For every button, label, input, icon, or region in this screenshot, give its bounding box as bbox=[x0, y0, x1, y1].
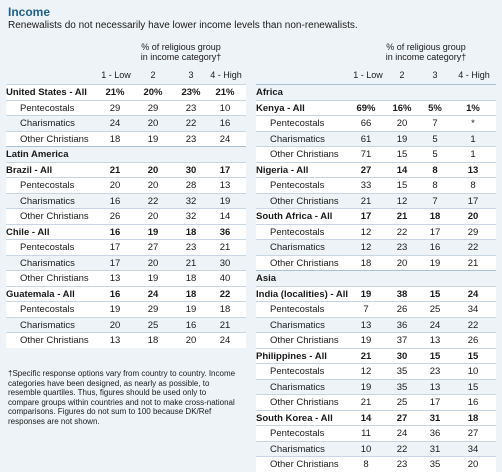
row-label: Other Christians bbox=[270, 335, 339, 346]
group-row bbox=[256, 115, 496, 131]
cell-value: 21 bbox=[360, 350, 372, 362]
cell-value: 17 bbox=[467, 195, 479, 207]
page-title: Income bbox=[8, 5, 51, 19]
cell-value: 13 bbox=[109, 273, 121, 284]
cell-value: 19 bbox=[360, 335, 372, 346]
cell-value: 8 bbox=[363, 459, 369, 470]
country-row bbox=[6, 84, 246, 100]
cell-value: 23 bbox=[429, 366, 441, 377]
group-row bbox=[256, 193, 496, 209]
row-label: Guatemala - All bbox=[6, 288, 75, 300]
cell-value: 18 bbox=[467, 412, 479, 424]
cell-value: 18 bbox=[429, 211, 441, 222]
cell-value: 12 bbox=[396, 195, 408, 207]
row-label: Kenya - All bbox=[256, 102, 305, 114]
cell-value: 20 bbox=[396, 257, 408, 269]
cell-value: 19 bbox=[219, 195, 231, 207]
cell-value: 13 bbox=[467, 164, 479, 176]
cell-value: 23 bbox=[185, 242, 197, 253]
cell-value: 16 bbox=[219, 118, 231, 129]
row-label: Pentecostals bbox=[270, 180, 325, 191]
group-row bbox=[256, 394, 496, 410]
cell-value: 13 bbox=[360, 319, 372, 331]
header-line-2: in income category† bbox=[140, 52, 222, 62]
cell-value: 13 bbox=[429, 381, 441, 393]
cell-value: 8 bbox=[470, 180, 476, 191]
row-label: Latin America bbox=[6, 149, 69, 160]
cell-value: 1 bbox=[470, 133, 476, 145]
cell-value: 19 bbox=[360, 288, 372, 300]
row-label: United States - All bbox=[6, 87, 87, 98]
cell-value: 21 bbox=[396, 211, 408, 222]
cell-value: 15 bbox=[467, 381, 479, 393]
group-row bbox=[256, 332, 496, 348]
footnote: †Specific response options vary from country to country. Income categories have been designed, as nearly as possible, to resemble quartiles. Thus, figures should be used only to compare groups within countries and not to make cross-national comparisons. Figures do not sum to 100 because DK/Ref responses are not shown. bbox=[8, 369, 236, 426]
row-label: Pentecostals bbox=[20, 304, 75, 315]
cell-value: 31 bbox=[429, 412, 441, 424]
row-label: Chile - All bbox=[6, 226, 50, 238]
cell-value: 27 bbox=[147, 242, 159, 253]
cell-value: 20 bbox=[109, 319, 121, 331]
cell-value: 12 bbox=[360, 242, 372, 253]
cell-value: 25 bbox=[147, 319, 159, 331]
cell-value: 13 bbox=[219, 180, 231, 191]
row-label: Other Christians bbox=[20, 335, 89, 346]
cell-value: 14 bbox=[396, 164, 408, 176]
cell-value: 12 bbox=[360, 226, 372, 238]
cell-value: 13 bbox=[109, 335, 121, 346]
group-row bbox=[6, 239, 246, 255]
cell-value: 15 bbox=[467, 350, 479, 362]
cell-value: 19 bbox=[147, 273, 159, 284]
header-cat-1: 1 - Low bbox=[353, 70, 383, 80]
group-row bbox=[256, 441, 496, 457]
left-table-body bbox=[6, 84, 246, 348]
group-row bbox=[6, 208, 246, 224]
group-row bbox=[256, 255, 496, 271]
right-table bbox=[256, 42, 496, 472]
group-row bbox=[6, 193, 246, 209]
cell-value: 40 bbox=[219, 273, 231, 284]
country-row bbox=[256, 100, 496, 116]
country-row bbox=[256, 286, 496, 302]
group-row bbox=[256, 425, 496, 441]
cell-value: 15 bbox=[429, 350, 441, 362]
header-cat-2: 2 bbox=[399, 70, 405, 80]
cell-value: 19 bbox=[429, 257, 441, 269]
right-table-body bbox=[256, 84, 496, 472]
cell-value: 18 bbox=[185, 288, 197, 300]
row-label: Pentecostals bbox=[270, 118, 325, 129]
cell-value: 23 bbox=[396, 459, 408, 470]
row-label: Pentecostals bbox=[20, 102, 75, 114]
row-label: Pentecostals bbox=[270, 366, 325, 377]
cell-value: 66 bbox=[360, 118, 372, 129]
header-line-1: % of religious group bbox=[141, 42, 221, 52]
cell-value: 20 bbox=[147, 180, 159, 191]
group-row bbox=[256, 146, 496, 162]
cell-value: 61 bbox=[360, 133, 372, 145]
cell-value: 24 bbox=[219, 133, 231, 145]
cell-value: 30 bbox=[185, 164, 197, 176]
cell-value: 18 bbox=[360, 257, 372, 269]
cell-value: 24 bbox=[219, 335, 231, 346]
cell-value: 22 bbox=[467, 319, 479, 331]
group-row bbox=[256, 379, 496, 395]
cell-value: 12 bbox=[360, 366, 372, 377]
group-row bbox=[256, 239, 496, 255]
group-row bbox=[256, 363, 496, 379]
group-row bbox=[256, 301, 496, 317]
cell-value: 17 bbox=[429, 226, 441, 238]
cell-value: 14 bbox=[219, 211, 231, 222]
cell-value: 17 bbox=[109, 242, 121, 253]
cell-value: 35 bbox=[396, 381, 408, 393]
cell-value: 19 bbox=[109, 304, 121, 315]
group-row bbox=[256, 456, 496, 472]
row-label: Pentecostals bbox=[270, 428, 325, 439]
row-label: Other Christians bbox=[20, 133, 89, 145]
cell-value: 21 bbox=[360, 397, 372, 408]
cell-value: 69% bbox=[356, 102, 376, 114]
cell-value: 24 bbox=[147, 288, 159, 300]
row-label: Other Christians bbox=[20, 273, 89, 284]
country-row bbox=[256, 348, 496, 364]
cell-value: 37 bbox=[396, 335, 408, 346]
cell-value: 16 bbox=[109, 288, 121, 300]
row-label: Charismatics bbox=[270, 242, 325, 253]
cell-value: 33 bbox=[360, 180, 372, 191]
cell-value: 29 bbox=[109, 102, 121, 114]
cell-value: 20 bbox=[185, 335, 197, 346]
country-row bbox=[6, 162, 246, 178]
row-label: Other Christians bbox=[270, 459, 339, 470]
cell-value: 22 bbox=[219, 288, 231, 300]
row-label: Pentecostals bbox=[270, 304, 325, 315]
cell-value: 19 bbox=[147, 226, 159, 238]
cell-value: 18 bbox=[185, 226, 197, 238]
header-line-1: % of religious group bbox=[386, 42, 466, 52]
cell-value: 21 bbox=[185, 257, 197, 269]
cell-value: 22 bbox=[467, 242, 479, 253]
cell-value: 19 bbox=[396, 133, 408, 145]
cell-value: 18 bbox=[147, 335, 159, 346]
header-line-2: in income category† bbox=[385, 52, 467, 62]
page-subtitle: Renewalists do not necessarily have lower income levels than non-renewalists. bbox=[8, 20, 358, 31]
row-label: South Africa - All bbox=[256, 211, 333, 222]
cell-value: 71 bbox=[360, 149, 372, 160]
cell-value: 18 bbox=[109, 133, 121, 145]
cell-value: 30 bbox=[396, 350, 408, 362]
header-cat-1: 1 - Low bbox=[101, 70, 131, 80]
cell-value: 17 bbox=[429, 397, 441, 408]
cell-value: 5 bbox=[432, 149, 438, 160]
cell-value: 24 bbox=[429, 319, 441, 331]
cell-value: 19 bbox=[185, 304, 197, 315]
cell-value: 22 bbox=[396, 443, 408, 455]
cell-value: 7 bbox=[363, 304, 369, 315]
cell-value: 11 bbox=[361, 428, 371, 439]
cell-value: 20 bbox=[396, 118, 408, 129]
cell-value: 23 bbox=[185, 133, 197, 145]
country-row bbox=[256, 162, 496, 178]
cell-value: 23 bbox=[185, 102, 197, 114]
left-table-header bbox=[6, 42, 246, 84]
cell-value: 16% bbox=[392, 102, 412, 114]
cell-value: 1 bbox=[470, 149, 476, 160]
row-label: Africa bbox=[256, 87, 283, 98]
cell-value: 14 bbox=[360, 412, 372, 424]
group-row bbox=[6, 131, 246, 147]
row-label: Other Christians bbox=[20, 211, 89, 222]
group-row bbox=[6, 100, 246, 116]
row-label: Brazil - All bbox=[6, 164, 53, 176]
row-label: Charismatics bbox=[20, 118, 75, 129]
cell-value: 29 bbox=[147, 304, 159, 315]
cell-value: 16 bbox=[185, 319, 197, 331]
group-row bbox=[6, 270, 246, 286]
cell-value: 21 bbox=[467, 257, 479, 269]
cell-value: 15 bbox=[429, 288, 441, 300]
cell-value: 29 bbox=[467, 226, 479, 238]
group-row bbox=[256, 131, 496, 147]
section-header bbox=[6, 146, 246, 162]
cell-value: 20 bbox=[109, 180, 121, 191]
cell-value: 10 bbox=[467, 366, 479, 377]
cell-value: 23 bbox=[396, 242, 408, 253]
cell-value: 13 bbox=[429, 335, 441, 346]
cell-value: 22 bbox=[185, 118, 197, 129]
row-label: Charismatics bbox=[270, 133, 325, 145]
group-row bbox=[6, 317, 246, 333]
cell-value: 24 bbox=[109, 118, 121, 129]
row-label: South Korea - All bbox=[256, 412, 333, 424]
cell-value: 21 bbox=[219, 319, 231, 331]
left-table bbox=[6, 42, 246, 348]
cell-value: 20 bbox=[147, 257, 159, 269]
cell-value: 21% bbox=[105, 87, 125, 98]
cell-value: 5% bbox=[428, 102, 442, 114]
row-label: Other Christians bbox=[270, 195, 339, 207]
row-label: Pentecostals bbox=[20, 242, 75, 253]
cell-value: 38 bbox=[396, 288, 408, 300]
cell-value: 27 bbox=[467, 428, 479, 439]
cell-value: 7 bbox=[432, 118, 438, 129]
group-row bbox=[256, 317, 496, 333]
cell-value: 30 bbox=[219, 257, 231, 269]
cell-value: 16 bbox=[109, 195, 121, 207]
cell-value: 21 bbox=[360, 195, 372, 207]
right-table-header bbox=[256, 42, 496, 84]
header-cat-3: 3 bbox=[432, 70, 438, 80]
header-cat-3: 3 bbox=[188, 70, 194, 80]
cell-value: 17 bbox=[109, 257, 121, 269]
cell-value: 21 bbox=[109, 164, 121, 176]
cell-value: 16 bbox=[109, 226, 121, 238]
cell-value: 20 bbox=[467, 211, 479, 222]
section-header bbox=[256, 270, 496, 286]
cell-value: 17 bbox=[360, 211, 372, 222]
cell-value: 36 bbox=[219, 226, 231, 238]
cell-value: 19 bbox=[360, 381, 372, 393]
group-row bbox=[6, 332, 246, 348]
country-row bbox=[256, 208, 496, 224]
cell-value: 20 bbox=[147, 211, 159, 222]
cell-value: 34 bbox=[467, 443, 479, 455]
header-cat-2: 2 bbox=[150, 70, 156, 80]
group-row bbox=[6, 115, 246, 131]
row-label: Asia bbox=[256, 273, 277, 284]
row-label: Other Christians bbox=[270, 149, 339, 160]
cell-value: 10 bbox=[360, 443, 372, 455]
cell-value: 26 bbox=[109, 211, 121, 222]
cell-value: 21% bbox=[215, 87, 235, 98]
group-row bbox=[6, 177, 246, 193]
cell-value: 32 bbox=[185, 211, 197, 222]
cell-value: 24 bbox=[396, 428, 408, 439]
cell-value: 35 bbox=[396, 366, 408, 377]
section-header bbox=[256, 84, 496, 100]
row-label: Charismatics bbox=[270, 381, 325, 393]
row-label: Philippines - All bbox=[256, 350, 327, 362]
group-row bbox=[256, 224, 496, 240]
group-row bbox=[256, 177, 496, 193]
cell-value: 20 bbox=[147, 118, 159, 129]
cell-value: 23% bbox=[181, 87, 201, 98]
cell-value: 32 bbox=[185, 195, 197, 207]
cell-value: 8 bbox=[432, 164, 438, 176]
group-row bbox=[6, 301, 246, 317]
header-title bbox=[116, 42, 246, 62]
row-label: Charismatics bbox=[270, 443, 325, 455]
cell-value: 36 bbox=[429, 428, 441, 439]
cell-value: * bbox=[471, 118, 475, 129]
cell-value: 26 bbox=[467, 335, 479, 346]
row-label: Other Christians bbox=[270, 397, 339, 408]
cell-value: 34 bbox=[467, 304, 479, 315]
cell-value: 35 bbox=[429, 459, 441, 470]
cell-value: 28 bbox=[185, 180, 197, 191]
cell-value: 1% bbox=[466, 102, 480, 114]
row-label: Charismatics bbox=[20, 319, 75, 331]
row-label: Other Christians bbox=[270, 257, 339, 269]
cell-value: 19 bbox=[147, 133, 159, 145]
cell-value: 20 bbox=[467, 459, 479, 470]
cell-value: 18 bbox=[185, 273, 197, 284]
row-label: Charismatics bbox=[270, 319, 325, 331]
cell-value: 8 bbox=[432, 180, 438, 191]
cell-value: 18 bbox=[219, 304, 231, 315]
country-row bbox=[6, 224, 246, 240]
row-label: Charismatics bbox=[20, 257, 75, 269]
header-cat-4: 4 - High bbox=[210, 70, 242, 80]
row-label: Pentecostals bbox=[270, 226, 325, 238]
cell-value: 21 bbox=[219, 242, 231, 253]
cell-value: 22 bbox=[147, 195, 159, 207]
cell-value: 20% bbox=[143, 87, 163, 98]
cell-value: 7 bbox=[432, 195, 438, 207]
row-label: India (localities) - All bbox=[256, 288, 349, 300]
row-label: Pentecostals bbox=[20, 180, 75, 191]
cell-value: 15 bbox=[396, 180, 408, 191]
country-row bbox=[6, 286, 246, 302]
cell-value: 17 bbox=[219, 164, 231, 176]
cell-value: 31 bbox=[429, 443, 441, 455]
cell-value: 26 bbox=[396, 304, 408, 315]
cell-value: 29 bbox=[147, 102, 159, 114]
row-label: Charismatics bbox=[20, 195, 75, 207]
cell-value: 27 bbox=[396, 412, 408, 424]
cell-value: 27 bbox=[360, 164, 372, 176]
cell-value: 25 bbox=[429, 304, 441, 315]
header-cat-4: 4 - High bbox=[458, 70, 490, 80]
cell-value: 16 bbox=[467, 397, 479, 408]
cell-value: 10 bbox=[219, 102, 231, 114]
country-row bbox=[256, 410, 496, 426]
cell-value: 25 bbox=[396, 397, 408, 408]
cell-value: 36 bbox=[396, 319, 408, 331]
header-title bbox=[356, 42, 496, 62]
row-label: Nigeria - All bbox=[256, 164, 309, 176]
cell-value: 15 bbox=[396, 149, 408, 160]
cell-value: 16 bbox=[429, 242, 441, 253]
group-row bbox=[6, 255, 246, 271]
cell-value: 20 bbox=[147, 164, 159, 176]
cell-value: 5 bbox=[432, 133, 438, 145]
cell-value: 24 bbox=[467, 288, 479, 300]
cell-value: 22 bbox=[396, 226, 408, 238]
